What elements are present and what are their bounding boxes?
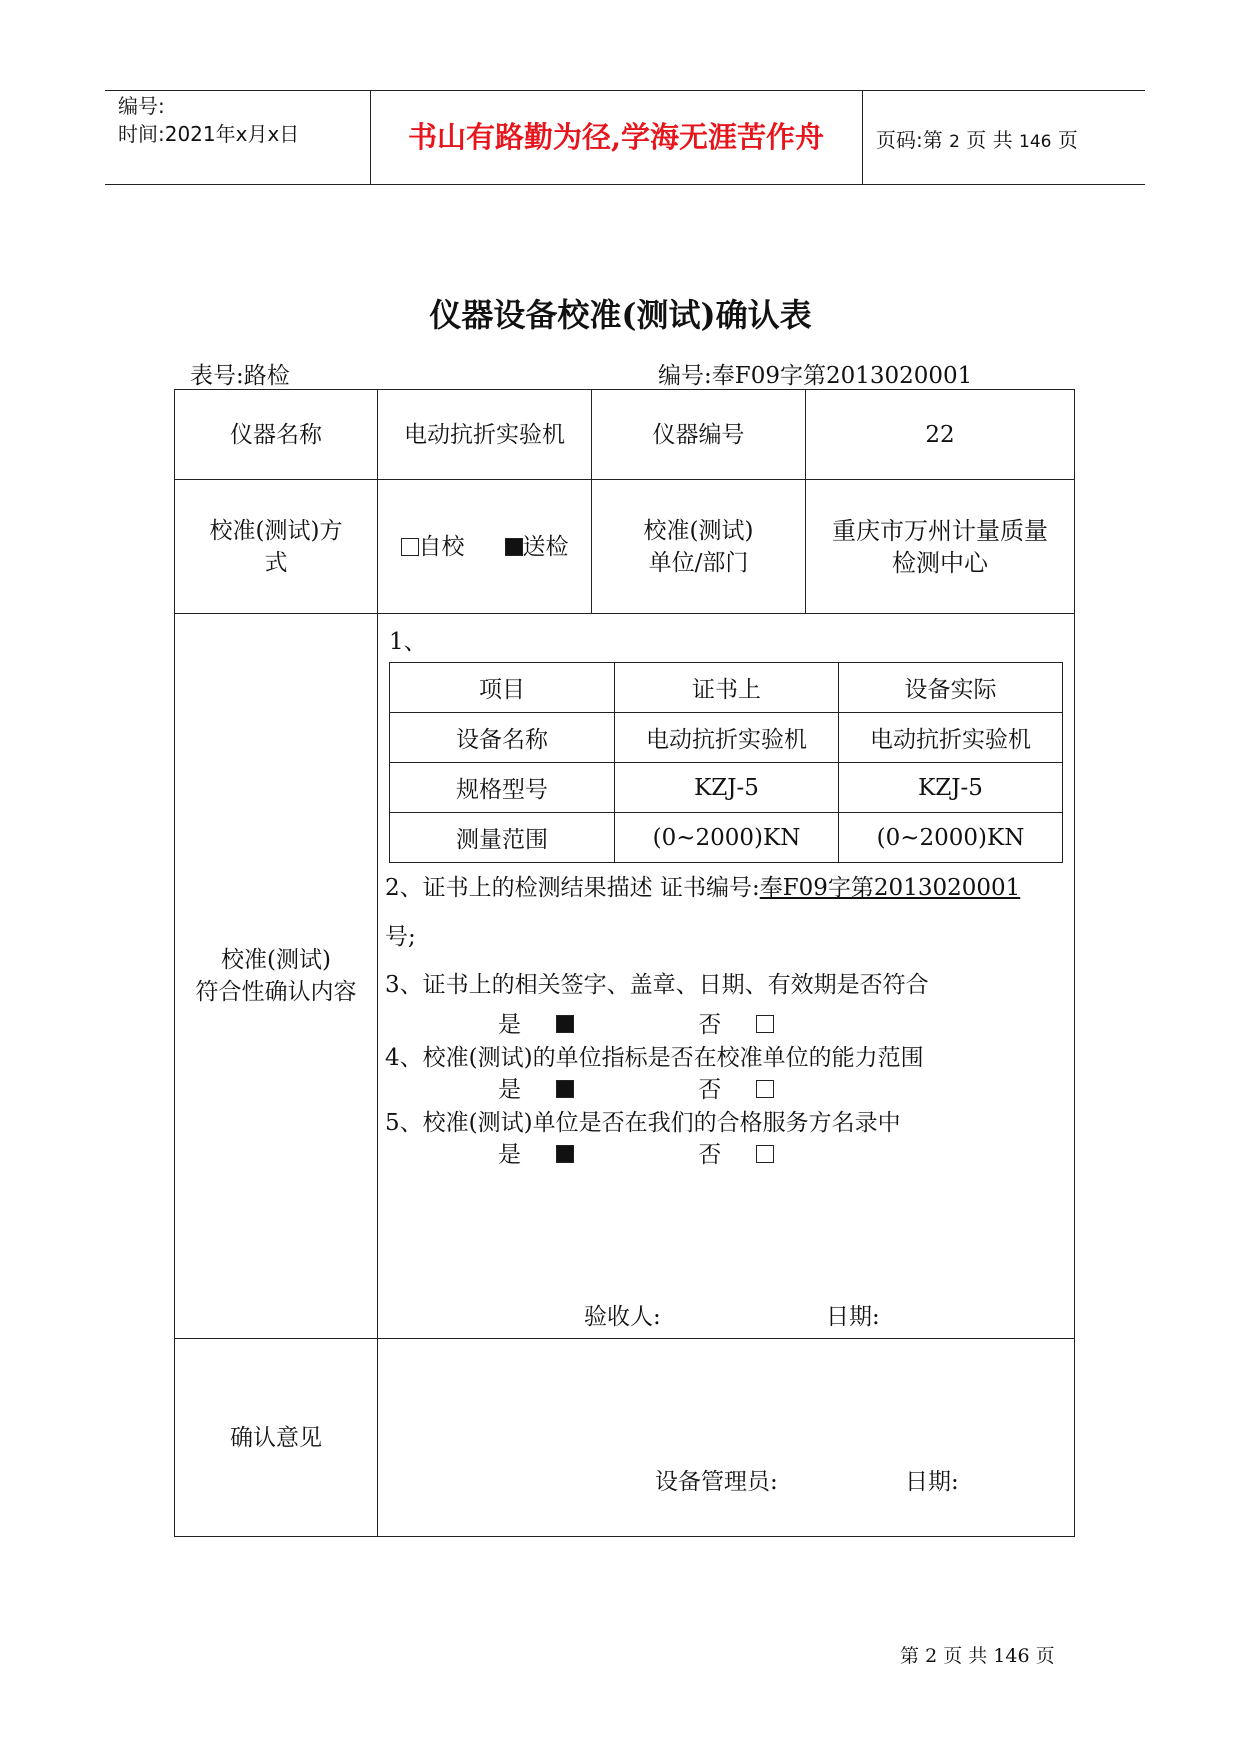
header-left-block [118, 92, 299, 148]
comparison-header-row [390, 663, 1063, 713]
document-title: 仪器设备校准(测试)确认表 [429, 296, 812, 334]
header-page-indicator [876, 124, 1078, 153]
item4-no-checkbox[interactable] [756, 1080, 774, 1098]
method-label-line2: 式 [264, 549, 288, 576]
table-cell: 电动抗折实验机 [839, 713, 1063, 763]
comparison-header-cell: 项目 [390, 663, 615, 713]
header-page-total: 146 [1019, 132, 1052, 152]
item3-yes-label: 是 [498, 1012, 521, 1038]
item2-suffix: 号; [385, 924, 416, 950]
header-time-label: 时间:2021年x月x日 [118, 122, 300, 146]
instrument-no-label: 仪器编号 [652, 421, 745, 448]
header-page-suffix: 页 [1057, 128, 1078, 152]
method-label [175, 480, 377, 613]
header-page-mid: 页 共 [966, 128, 1013, 152]
serial-number: 编号:奉F09字第2013020001 [658, 363, 973, 389]
table-row [390, 713, 1063, 763]
conformity-label [175, 614, 377, 1338]
comparison-header-cell: 证书上 [615, 663, 839, 713]
item2-line [385, 869, 1020, 902]
table-cell: 规格型号 [390, 763, 615, 813]
self-check-label: 自校 [418, 533, 465, 560]
unit-label-line1: 校准(测试) [643, 517, 754, 544]
item5-no-label: 否 [698, 1142, 722, 1168]
instrument-name-label: 仪器名称 [230, 421, 322, 448]
conformity-label-line1: 校准(测试) [221, 947, 331, 973]
unit-value [806, 480, 1074, 613]
comparison-table [389, 662, 1063, 863]
footer-page-indicator [900, 1641, 1055, 1668]
item1-marker: 1、 [389, 629, 427, 655]
manager-label: 设备管理员: [655, 1469, 778, 1495]
comparison-header-cell: 设备实际 [839, 663, 1063, 713]
footer-page-mid: 页 共 [943, 1645, 988, 1667]
opinion-label: 确认意见 [230, 1424, 322, 1451]
item4-text: 4、校准(测试)的单位指标是否在校准单位的能力范围 [385, 1045, 924, 1071]
table-cell: 电动抗折实验机 [615, 713, 839, 763]
header-page-current: 2 [949, 132, 960, 152]
manager-date-label: 日期: [905, 1469, 959, 1495]
footer-page-prefix: 第 [900, 1645, 920, 1667]
method-label-line1: 校准(测试)方 [209, 517, 343, 544]
header-divider-right [862, 90, 863, 184]
item3-answer [498, 1006, 774, 1039]
item5-yes-label: 是 [498, 1142, 521, 1168]
table-cell: (0~2000)KN [839, 813, 1063, 863]
unit-label [592, 480, 805, 613]
header-bottom-rule [105, 184, 1145, 185]
item3-yes-checkbox[interactable] [556, 1015, 574, 1033]
item5-text: 5、校准(测试)单位是否在我们的合格服务方名录中 [385, 1110, 901, 1136]
instrument-name-value: 电动抗折实验机 [404, 421, 565, 448]
table-cell: 测量范围 [390, 813, 615, 863]
item4-no-label: 否 [698, 1077, 722, 1103]
item4-yes-checkbox[interactable] [556, 1080, 574, 1098]
send-check-checkbox[interactable] [505, 538, 523, 556]
accept-date-label: 日期: [826, 1304, 880, 1330]
table-cell: (0~2000)KN [615, 813, 839, 863]
table-row [390, 763, 1063, 813]
item3-no-checkbox[interactable] [756, 1015, 774, 1033]
table-rule-bottom [174, 1536, 1075, 1537]
instrument-no-value: 22 [925, 421, 955, 448]
item3-no-label: 否 [698, 1012, 722, 1038]
header-motto: 书山有路勤为径,学海无涯苦作舟 [407, 120, 825, 154]
form-number: 表号:路检 [190, 363, 290, 389]
item4-answer [498, 1071, 774, 1104]
unit-value-line2: 检测中心 [892, 548, 988, 577]
send-check-label: 送检 [522, 533, 569, 560]
conformity-label-line2: 符合性确认内容 [195, 979, 357, 1005]
item5-no-checkbox[interactable] [756, 1145, 774, 1163]
self-check-checkbox[interactable] [401, 538, 419, 556]
table-cell: KZJ-5 [839, 763, 1063, 813]
acceptor-label: 验收人: [584, 1304, 661, 1330]
footer-page-current: 2 [925, 1645, 938, 1667]
header-top-rule [105, 90, 1145, 91]
table-row [390, 813, 1063, 863]
header-page-prefix: 页码:第 [876, 128, 943, 152]
unit-value-line1: 重庆市万州计量质量 [832, 516, 1048, 545]
table-cell: KZJ-5 [615, 763, 839, 813]
item2-cert-number: 奉F09字第2013020001 [759, 875, 1021, 901]
item5-yes-checkbox[interactable] [556, 1145, 574, 1163]
item2-text: 2、证书上的检测结果描述 证书编号: [385, 875, 760, 901]
header-number-label: 编号: [118, 94, 165, 118]
footer-page-suffix: 页 [1035, 1645, 1055, 1667]
unit-label-line2: 单位/部门 [648, 549, 749, 576]
item3-text: 3、证书上的相关签字、盖章、日期、有效期是否符合 [385, 972, 929, 998]
table-rule-right [1074, 389, 1075, 1537]
method-options [378, 480, 591, 613]
footer-page-total: 146 [993, 1645, 1030, 1667]
item4-yes-label: 是 [498, 1077, 521, 1103]
table-cell: 设备名称 [390, 713, 615, 763]
item5-answer [498, 1136, 774, 1169]
